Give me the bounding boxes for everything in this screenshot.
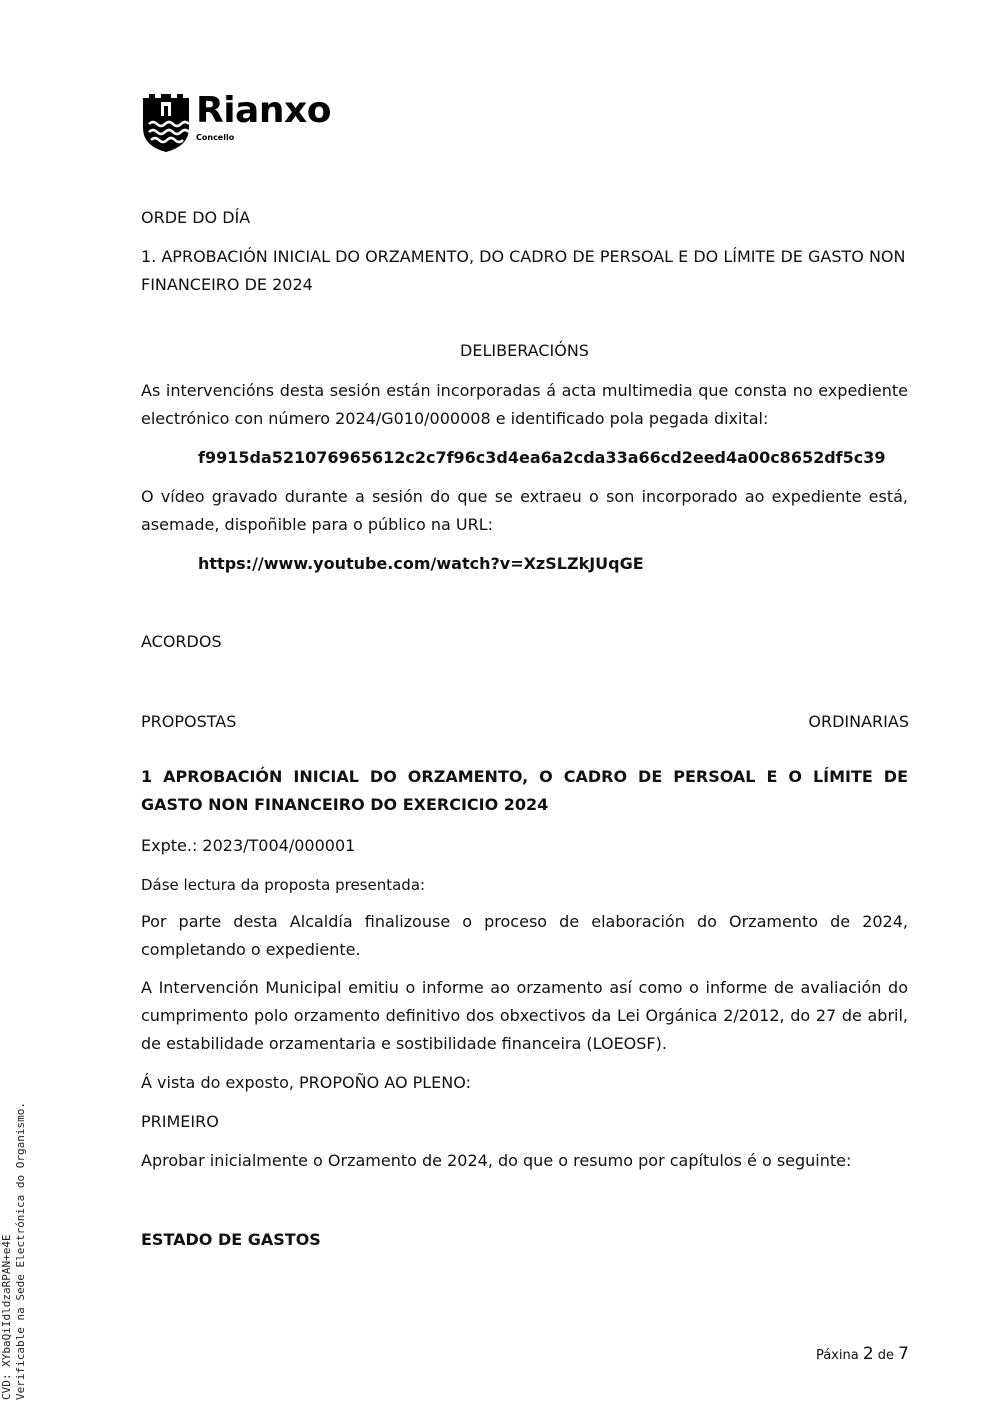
de-label: de [877, 1348, 895, 1363]
hash-value: f9915da521076965612c2c7f96c3d4ea6a2cda33a66cd2eed4a00c8652df5c39 [198, 448, 886, 467]
agenda-item-1: 1. APROBACIÓN INICIAL DO ORZAMENTO, DO CADRO DE PERSOAL E DO LÍMITE DE GASTO NON FINANCEIRO DE 2024 [141, 247, 906, 294]
total-pages: 7 [898, 1344, 909, 1364]
expte-number: Expte.: 2023/T004/000001 [141, 836, 356, 855]
verification-note: Verificable na Sede Electrónica do Organismo. [14, 1101, 27, 1400]
logo-name: Rianxo [196, 90, 331, 131]
logo-subtitle: Concello [196, 133, 235, 142]
verification-sidebar [0, 1102, 28, 1400]
alcaldia-paragraph: Por parte desta Alcaldía finalizouse o proceso de elaboración do Orzamento de 2024, completando o expediente. [141, 912, 908, 959]
proposal-heading: 1 APROBACIÓN INICIAL DO ORZAMENTO, O CADRO DE PERSOAL E O LÍMITE DE GASTO NON FINANCEIRO DO EXERCICIO 2024 [141, 767, 908, 814]
propostas-row [141, 708, 909, 736]
propostas-label: PROPOSTAS [141, 712, 237, 731]
cvd-code: CVD: XYbaQiIdldzaRPAN+e4E [0, 1234, 13, 1400]
primeiro-label: PRIMEIRO [141, 1112, 219, 1131]
deliberacions-heading: DELIBERACIÓNS [460, 341, 589, 360]
rianxo-shield-logo [141, 94, 191, 152]
estado-de-gastos-heading: ESTADO DE GASTOS [141, 1230, 321, 1249]
acordos-label: ACORDOS [141, 632, 222, 651]
aprobar-paragraph: Aprobar inicialmente o Orzamento de 2024, do que o resumo por capítulos é o seguinte: [141, 1151, 852, 1170]
paxina-label: Páxina [815, 1348, 859, 1363]
orde-do-dia-label: ORDE DO DÍA [141, 208, 251, 227]
ordinarias-label: ORDINARIAS [808, 712, 909, 731]
intervencion-paragraph: A Intervención Municipal emitiu o informe ao orzamento así como o informe de avaliación do cumprimento polo orzamento definitivo dos obxectivos da Lei Orgánica 2/2012, do 27 de abril, de estabilidade orzamentaria e sostibilidade financeira (LOEOSF). [141, 978, 908, 1053]
current-page: 2 [862, 1344, 874, 1364]
page-number [816, 1344, 909, 1364]
video-paragraph: O vídeo gravado durante a sesión do que se extraeu o son incorporado ao expediente está, asemade, dispoñible para o público na URL: [141, 487, 908, 534]
vista-paragraph: Á vista do exposto, PROPOÑO AO PLENO: [141, 1073, 471, 1092]
video-url-link[interactable]: https://www.youtube.com/watch?v=XzSLZkJUqGE [198, 554, 644, 573]
intervencions-paragraph: As intervencións desta sesión están incorporadas á acta multimedia que consta no expediente electrónico con número 2024/G010/000008 e identificado pola pegada dixital: [141, 381, 908, 428]
lectura-text: Dáse lectura da proposta presentada: [141, 876, 426, 894]
